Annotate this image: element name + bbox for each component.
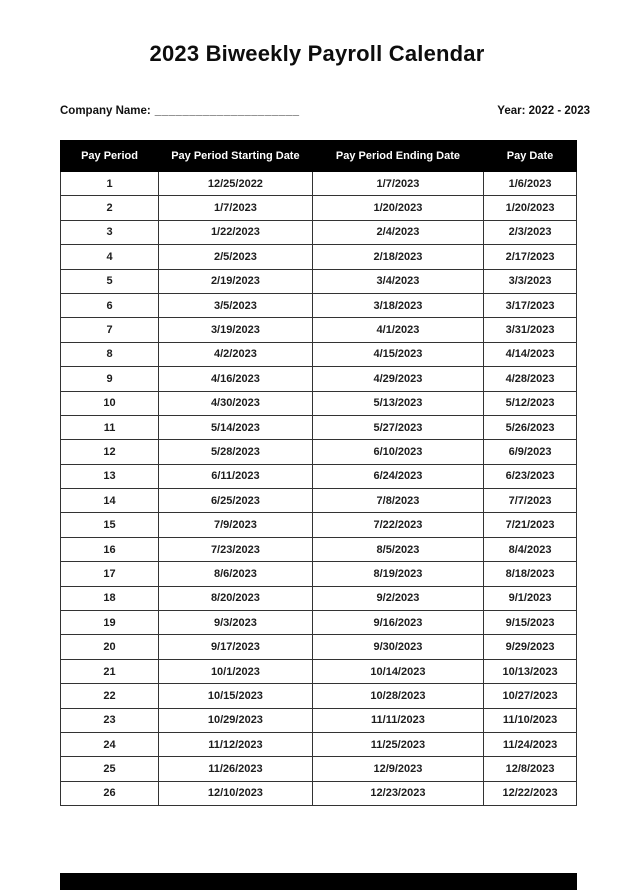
cell-start-date: 3/5/2023	[159, 293, 313, 317]
payroll-table	[60, 140, 577, 806]
cell-pay-period: 16	[61, 537, 159, 561]
cell-end-date: 12/23/2023	[312, 781, 483, 805]
payroll-table-body	[61, 172, 577, 806]
table-row	[61, 318, 577, 342]
cell-end-date: 7/22/2023	[312, 513, 483, 537]
cell-start-date: 11/26/2023	[159, 757, 313, 781]
table-row	[61, 415, 577, 439]
cell-start-date: 2/5/2023	[159, 245, 313, 269]
cell-end-date: 8/19/2023	[312, 562, 483, 586]
cell-pay-date: 3/31/2023	[484, 318, 577, 342]
cell-start-date: 1/7/2023	[159, 196, 313, 220]
cell-start-date: 6/11/2023	[159, 464, 313, 488]
cell-pay-period: 19	[61, 611, 159, 635]
cell-pay-date: 1/6/2023	[484, 172, 577, 196]
cell-pay-period: 17	[61, 562, 159, 586]
cell-pay-period: 22	[61, 684, 159, 708]
cell-pay-date: 8/18/2023	[484, 562, 577, 586]
cell-pay-period: 10	[61, 391, 159, 415]
cell-pay-period: 6	[61, 293, 159, 317]
cell-pay-date: 6/9/2023	[484, 440, 577, 464]
cell-start-date: 8/20/2023	[159, 586, 313, 610]
table-row	[61, 245, 577, 269]
cell-start-date: 3/19/2023	[159, 318, 313, 342]
table-row	[61, 196, 577, 220]
cell-pay-period: 20	[61, 635, 159, 659]
cell-pay-date: 11/24/2023	[484, 732, 577, 756]
cell-end-date: 12/9/2023	[312, 757, 483, 781]
table-row	[61, 391, 577, 415]
cell-pay-date: 9/15/2023	[484, 611, 577, 635]
cell-pay-period: 4	[61, 245, 159, 269]
cell-pay-period: 26	[61, 781, 159, 805]
cell-end-date: 3/4/2023	[312, 269, 483, 293]
cell-pay-date: 5/12/2023	[484, 391, 577, 415]
cell-start-date: 6/25/2023	[159, 489, 313, 513]
cell-pay-period: 7	[61, 318, 159, 342]
cell-start-date: 4/16/2023	[159, 367, 313, 391]
header-pay-date: Pay Date	[484, 141, 577, 172]
cell-pay-date: 8/4/2023	[484, 537, 577, 561]
cell-pay-period: 25	[61, 757, 159, 781]
table-row	[61, 757, 577, 781]
cell-end-date: 9/30/2023	[312, 635, 483, 659]
cell-start-date: 9/3/2023	[159, 611, 313, 635]
cell-end-date: 2/4/2023	[312, 220, 483, 244]
cell-pay-period: 24	[61, 732, 159, 756]
cell-end-date: 4/15/2023	[312, 342, 483, 366]
cell-pay-date: 10/27/2023	[484, 684, 577, 708]
cell-start-date: 12/10/2023	[159, 781, 313, 805]
table-row	[61, 172, 577, 196]
cell-end-date: 10/14/2023	[312, 659, 483, 683]
cell-end-date: 4/1/2023	[312, 318, 483, 342]
cell-pay-date: 3/17/2023	[484, 293, 577, 317]
cell-start-date: 10/29/2023	[159, 708, 313, 732]
cell-pay-period: 13	[61, 464, 159, 488]
cell-pay-period: 18	[61, 586, 159, 610]
cell-pay-period: 11	[61, 415, 159, 439]
cell-pay-date: 7/21/2023	[484, 513, 577, 537]
cell-start-date: 9/17/2023	[159, 635, 313, 659]
cell-pay-date: 4/14/2023	[484, 342, 577, 366]
next-page-header-bar	[60, 873, 577, 890]
cell-start-date: 4/30/2023	[159, 391, 313, 415]
cell-start-date: 1/22/2023	[159, 220, 313, 244]
table-row	[61, 464, 577, 488]
cell-end-date: 4/29/2023	[312, 367, 483, 391]
table-row	[61, 513, 577, 537]
cell-pay-date: 12/8/2023	[484, 757, 577, 781]
cell-pay-date: 3/3/2023	[484, 269, 577, 293]
cell-end-date: 9/16/2023	[312, 611, 483, 635]
table-row	[61, 562, 577, 586]
cell-pay-period: 5	[61, 269, 159, 293]
cell-pay-period: 14	[61, 489, 159, 513]
table-row	[61, 708, 577, 732]
cell-pay-date: 9/29/2023	[484, 635, 577, 659]
table-row	[61, 781, 577, 805]
cell-pay-date: 2/17/2023	[484, 245, 577, 269]
cell-pay-date: 1/20/2023	[484, 196, 577, 220]
cell-pay-period: 23	[61, 708, 159, 732]
payroll-table-header	[61, 141, 577, 172]
table-row	[61, 293, 577, 317]
cell-end-date: 1/7/2023	[312, 172, 483, 196]
table-row	[61, 220, 577, 244]
table-row	[61, 586, 577, 610]
header-end-date: Pay Period Ending Date	[312, 141, 483, 172]
cell-pay-date: 10/13/2023	[484, 659, 577, 683]
table-row	[61, 367, 577, 391]
cell-pay-date: 5/26/2023	[484, 415, 577, 439]
table-row	[61, 440, 577, 464]
company-name-field	[60, 105, 300, 117]
table-row	[61, 635, 577, 659]
cell-end-date: 5/13/2023	[312, 391, 483, 415]
cell-pay-period: 12	[61, 440, 159, 464]
cell-end-date: 2/18/2023	[312, 245, 483, 269]
cell-end-date: 3/18/2023	[312, 293, 483, 317]
table-row	[61, 269, 577, 293]
header-row	[61, 141, 577, 172]
cell-start-date: 2/19/2023	[159, 269, 313, 293]
company-name-blank-line: _____________________	[154, 105, 300, 117]
meta-row	[60, 105, 590, 117]
cell-end-date: 6/10/2023	[312, 440, 483, 464]
cell-start-date: 7/9/2023	[159, 513, 313, 537]
year-label: Year: 2022 - 2023	[497, 105, 590, 117]
table-row	[61, 611, 577, 635]
table-row	[61, 684, 577, 708]
table-row	[61, 659, 577, 683]
cell-end-date: 8/5/2023	[312, 537, 483, 561]
cell-pay-date: 4/28/2023	[484, 367, 577, 391]
cell-end-date: 10/28/2023	[312, 684, 483, 708]
company-name-label: Company Name:	[60, 105, 151, 117]
cell-pay-period: 21	[61, 659, 159, 683]
cell-pay-date: 7/7/2023	[484, 489, 577, 513]
cell-start-date: 4/2/2023	[159, 342, 313, 366]
table-row	[61, 537, 577, 561]
cell-pay-period: 9	[61, 367, 159, 391]
cell-end-date: 1/20/2023	[312, 196, 483, 220]
page-title: 2023 Biweekly Payroll Calendar	[149, 41, 485, 66]
header-start-date: Pay Period Starting Date	[159, 141, 313, 172]
cell-start-date: 10/1/2023	[159, 659, 313, 683]
cell-pay-date: 9/1/2023	[484, 586, 577, 610]
cell-start-date: 5/14/2023	[159, 415, 313, 439]
cell-pay-period: 1	[61, 172, 159, 196]
table-row	[61, 342, 577, 366]
cell-end-date: 6/24/2023	[312, 464, 483, 488]
cell-pay-date: 11/10/2023	[484, 708, 577, 732]
header-pay-period: Pay Period	[61, 141, 159, 172]
table-row	[61, 732, 577, 756]
cell-pay-date: 12/22/2023	[484, 781, 577, 805]
cell-end-date: 7/8/2023	[312, 489, 483, 513]
cell-end-date: 5/27/2023	[312, 415, 483, 439]
cell-pay-period: 15	[61, 513, 159, 537]
cell-pay-date: 2/3/2023	[484, 220, 577, 244]
cell-pay-period: 3	[61, 220, 159, 244]
cell-start-date: 12/25/2022	[159, 172, 313, 196]
cell-pay-period: 8	[61, 342, 159, 366]
cell-start-date: 8/6/2023	[159, 562, 313, 586]
cell-start-date: 7/23/2023	[159, 537, 313, 561]
cell-pay-date: 6/23/2023	[484, 464, 577, 488]
table-row	[61, 489, 577, 513]
cell-pay-period: 2	[61, 196, 159, 220]
cell-start-date: 11/12/2023	[159, 732, 313, 756]
cell-end-date: 9/2/2023	[312, 586, 483, 610]
cell-start-date: 10/15/2023	[159, 684, 313, 708]
cell-end-date: 11/11/2023	[312, 708, 483, 732]
cell-start-date: 5/28/2023	[159, 440, 313, 464]
cell-end-date: 11/25/2023	[312, 732, 483, 756]
